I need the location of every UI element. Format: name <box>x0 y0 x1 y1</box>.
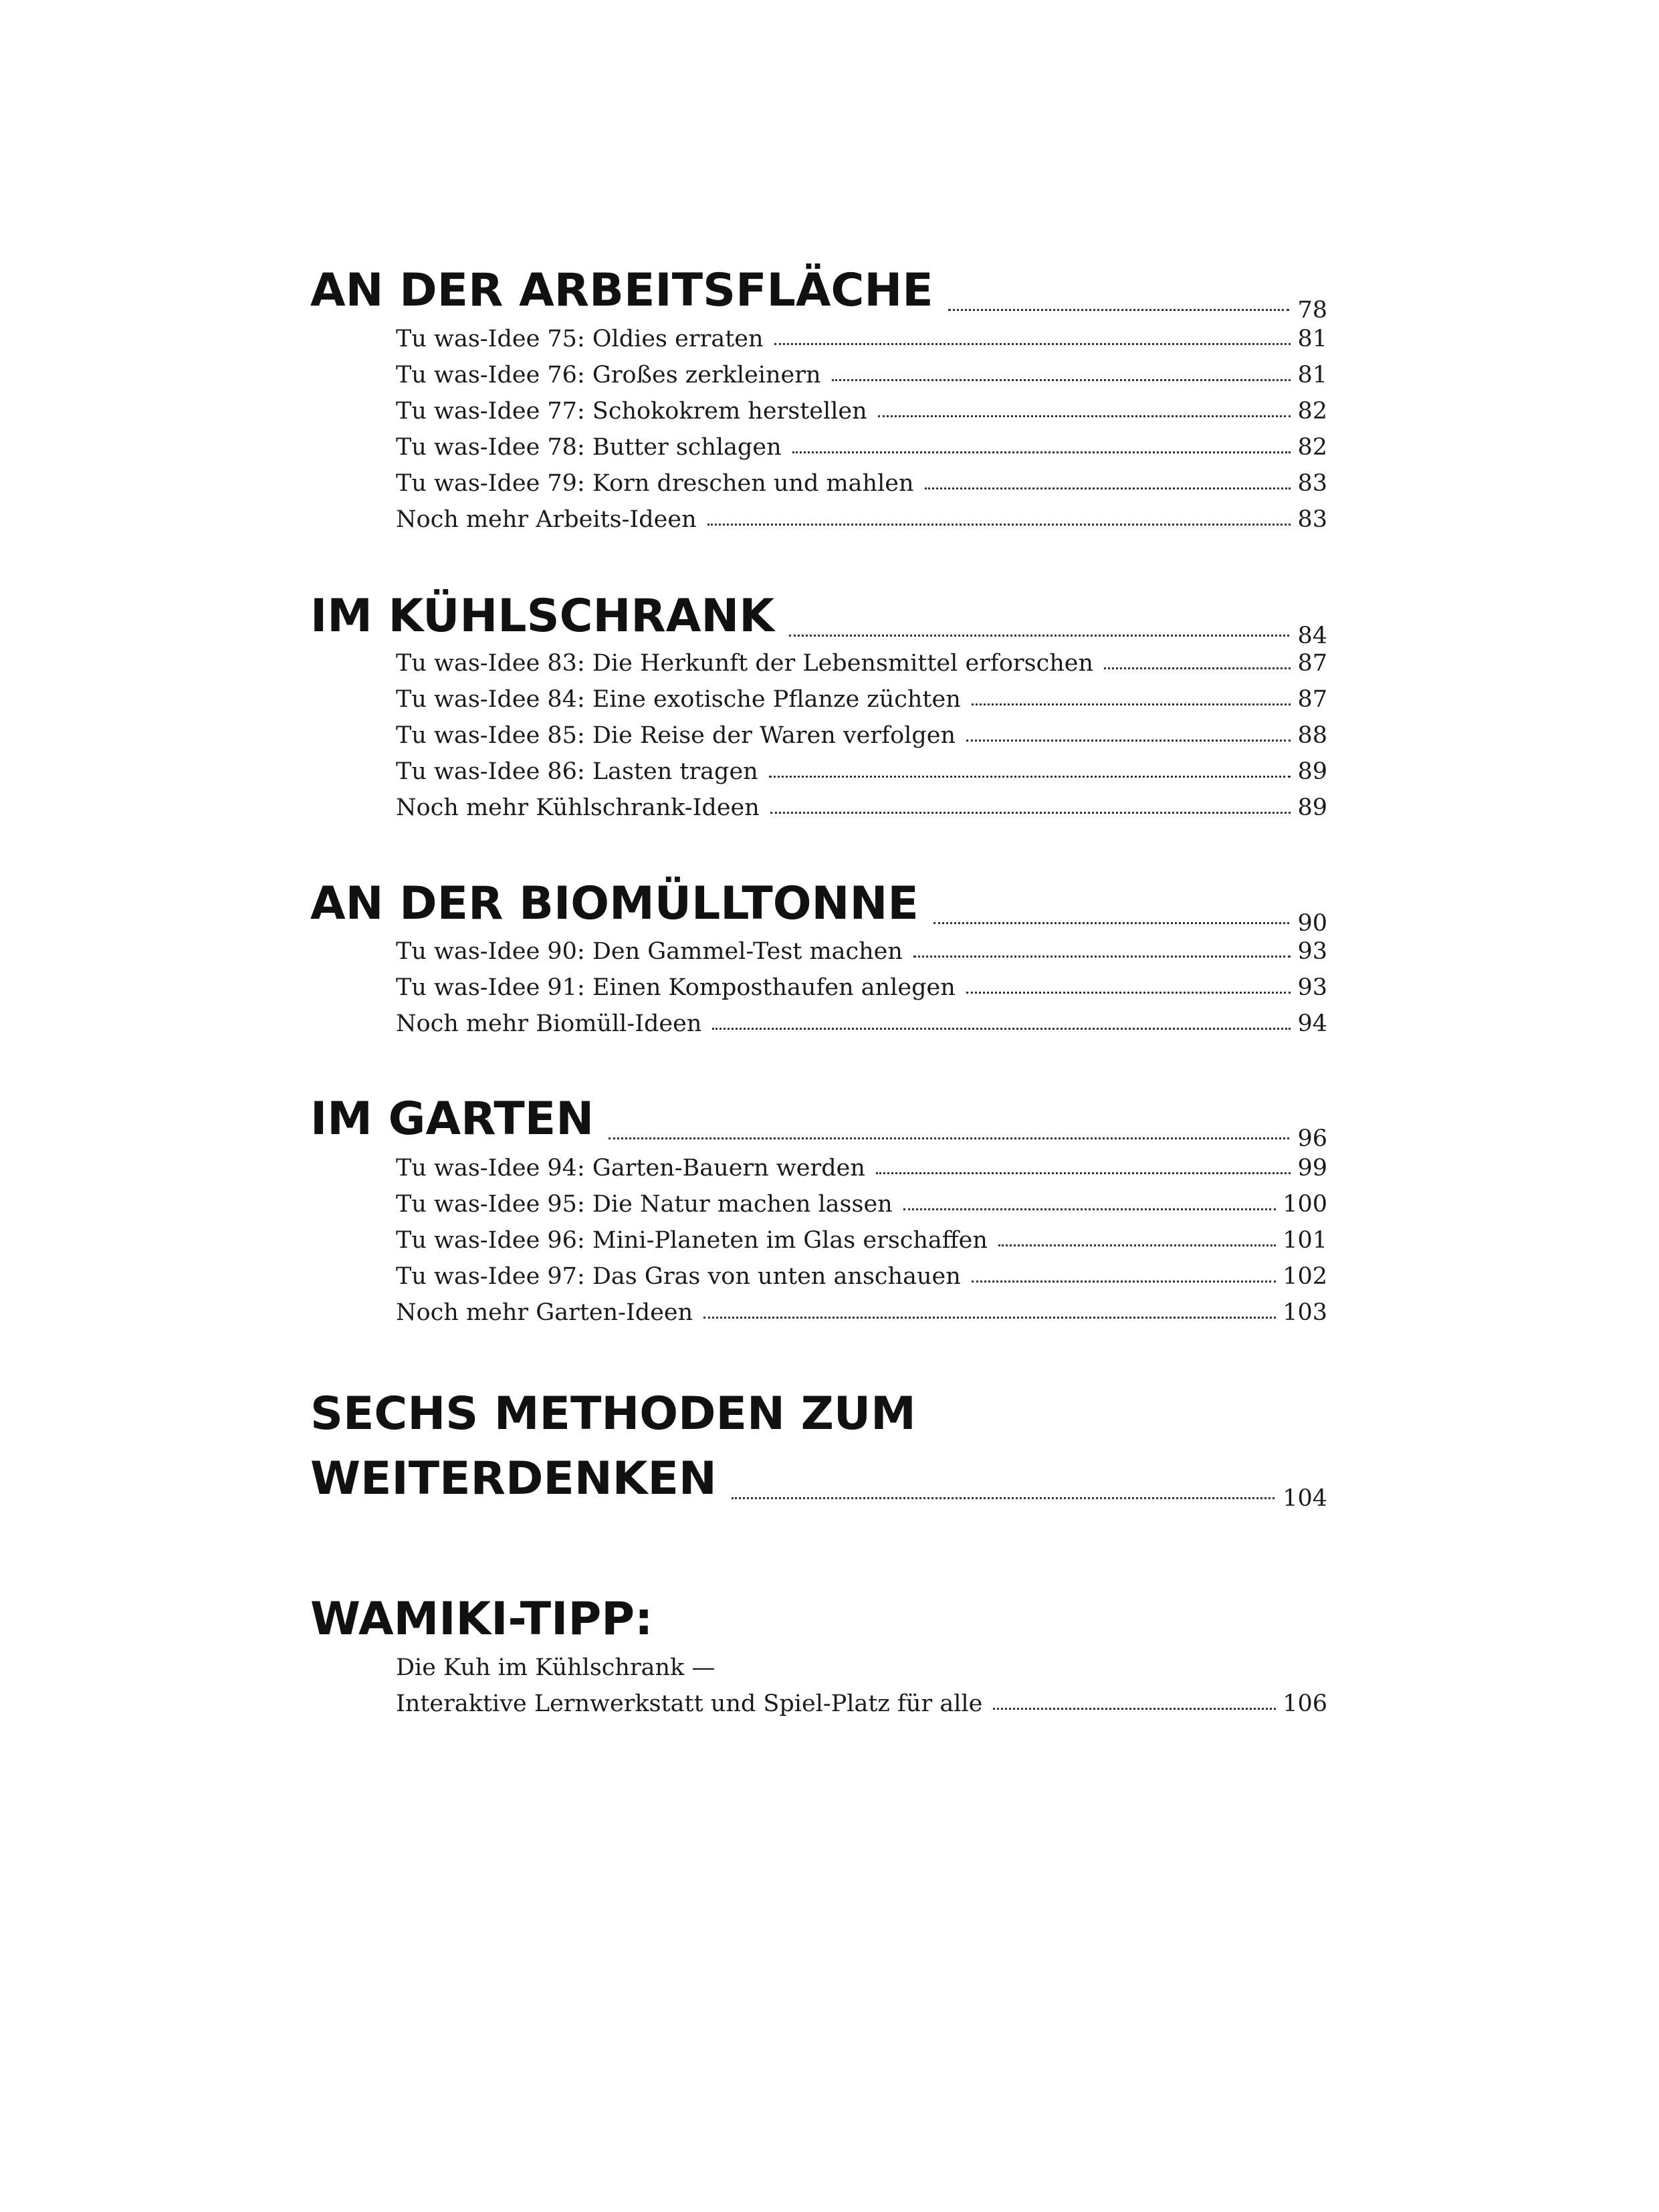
dot-leader <box>966 740 1291 742</box>
section-title: WEITERDENKEN <box>310 1452 717 1505</box>
dot-leader <box>998 1244 1276 1246</box>
tip-heading[interactable] <box>310 1593 653 1646</box>
dot-leader <box>792 451 1291 453</box>
page-number: 96 <box>1297 1125 1327 1152</box>
page-number: 101 <box>1283 1227 1327 1254</box>
dot-leader <box>876 1172 1291 1174</box>
entry-title: Noch mehr Biomüll-Ideen <box>396 1010 702 1037</box>
dot-leader <box>789 635 1289 637</box>
toc-entry[interactable] <box>396 722 1327 749</box>
page-number: 102 <box>1283 1263 1327 1290</box>
section-title: SECHS METHODEN ZUM <box>310 1388 916 1440</box>
dot-leader <box>966 992 1291 994</box>
page-number: 88 <box>1297 722 1327 749</box>
dot-leader <box>925 487 1291 489</box>
methods-heading[interactable] <box>310 1452 1327 1512</box>
entry-title: Tu was-Idee 90: Den Gammel-Test machen <box>396 938 903 965</box>
toc-entry[interactable] <box>396 398 1327 425</box>
toc-entry[interactable] <box>396 506 1327 533</box>
entry-title: Interaktive Lernwerkstatt und Spiel-Platz für alle <box>396 1690 983 1717</box>
page-number: 93 <box>1297 938 1327 965</box>
page-number: 104 <box>1283 1485 1327 1512</box>
dot-leader <box>770 812 1291 814</box>
methods-heading-line1[interactable] <box>310 1388 916 1440</box>
page-number: 81 <box>1297 326 1327 352</box>
section-heading[interactable] <box>310 877 1327 937</box>
entry-title: Tu was-Idee 83: Die Herkunft der Lebensmittel erforschen <box>396 650 1094 677</box>
toc-entry[interactable] <box>396 470 1327 497</box>
page-number: 89 <box>1297 758 1327 785</box>
entry-title: Noch mehr Garten-Ideen <box>396 1299 693 1326</box>
page-number: 82 <box>1297 398 1327 425</box>
entry-title: Tu was-Idee 84: Eine exotische Pflanze züchten <box>396 686 961 713</box>
page-number: 87 <box>1297 686 1327 713</box>
dot-leader <box>832 379 1291 381</box>
dot-leader <box>707 524 1291 526</box>
entry-title: Tu was-Idee 94: Garten-Bauern werden <box>396 1155 865 1182</box>
page-number: 82 <box>1297 434 1327 461</box>
entry-title: Noch mehr Arbeits-Ideen <box>396 506 697 533</box>
section-title: AN DER BIOMÜLLTONNE <box>310 877 919 930</box>
page-number: 78 <box>1297 297 1327 324</box>
dot-leader <box>1104 667 1291 669</box>
page-number: 89 <box>1297 794 1327 821</box>
section-title: IM GARTEN <box>310 1093 594 1145</box>
toc-entry[interactable] <box>396 1191 1327 1218</box>
dot-leader <box>933 922 1290 924</box>
entry-title: Noch mehr Kühlschrank-Ideen <box>396 794 760 821</box>
page-number: 103 <box>1283 1299 1327 1326</box>
section-title: IM KÜHLSCHRANK <box>310 590 774 643</box>
tip-entry-line1[interactable] <box>396 1654 715 1681</box>
page-number: 94 <box>1297 1010 1327 1037</box>
section-heading[interactable] <box>310 264 1327 324</box>
entry-title: Tu was-Idee 85: Die Reise der Waren verfolgen <box>396 722 956 749</box>
section-title: AN DER ARBEITSFLÄCHE <box>310 264 933 317</box>
section-heading[interactable] <box>310 590 1327 649</box>
dot-leader <box>732 1497 1275 1499</box>
dot-leader <box>774 343 1291 345</box>
entry-title: Tu was-Idee 78: Butter schlagen <box>396 434 782 461</box>
entry-title: Tu was-Idee 79: Korn dreschen und mahlen <box>396 470 914 497</box>
page-number: 106 <box>1283 1690 1327 1717</box>
page-number: 84 <box>1297 623 1327 649</box>
page-number: 83 <box>1297 470 1327 497</box>
dot-leader <box>913 956 1291 958</box>
toc-entry[interactable] <box>396 650 1327 677</box>
dot-leader <box>712 1028 1291 1030</box>
section-title: WAMIKI-TIPP: <box>310 1593 653 1646</box>
dot-leader <box>609 1137 1289 1139</box>
page-number: 87 <box>1297 650 1327 677</box>
entry-title: Tu was-Idee 91: Einen Komposthaufen anlegen <box>396 974 956 1001</box>
dot-leader <box>878 415 1291 417</box>
toc-entry[interactable] <box>396 1227 1327 1254</box>
entry-title: Tu was-Idee 86: Lasten tragen <box>396 758 758 785</box>
toc-entry[interactable] <box>396 326 1327 352</box>
toc-entry[interactable] <box>396 1299 1327 1326</box>
toc-entry[interactable] <box>396 1155 1327 1182</box>
dot-leader <box>903 1208 1276 1210</box>
page-number: 99 <box>1297 1155 1327 1182</box>
toc-entry[interactable] <box>396 938 1327 965</box>
page-number: 93 <box>1297 974 1327 1001</box>
page-number: 90 <box>1297 910 1327 937</box>
dot-leader <box>972 703 1291 705</box>
section-heading[interactable] <box>310 1093 1327 1152</box>
entry-title: Tu was-Idee 96: Mini-Planeten im Glas erschaffen <box>396 1227 988 1254</box>
tip-entry-line2[interactable] <box>396 1690 1327 1717</box>
toc-entry[interactable] <box>396 362 1327 389</box>
entry-title: Tu was-Idee 97: Das Gras von unten anschauen <box>396 1263 961 1290</box>
toc-entry[interactable] <box>396 974 1327 1001</box>
page-number: 100 <box>1283 1191 1327 1218</box>
entry-title: Tu was-Idee 76: Großes zerkleinern <box>396 362 821 389</box>
page-number: 83 <box>1297 506 1327 533</box>
toc-entry[interactable] <box>396 794 1327 821</box>
dot-leader <box>703 1317 1276 1319</box>
toc-entry[interactable] <box>396 758 1327 785</box>
toc-entry[interactable] <box>396 1010 1327 1037</box>
entry-title: Tu was-Idee 75: Oldies erraten <box>396 326 764 352</box>
entry-title: Die Kuh im Kühlschrank — <box>396 1654 715 1681</box>
dot-leader <box>769 776 1291 778</box>
toc-entry[interactable] <box>396 434 1327 461</box>
dot-leader <box>993 1708 1276 1710</box>
entry-title: Tu was-Idee 77: Schokokrem herstellen <box>396 398 867 425</box>
entry-title: Tu was-Idee 95: Die Natur machen lassen <box>396 1191 893 1218</box>
page-number: 81 <box>1297 362 1327 389</box>
dot-leader <box>948 309 1290 311</box>
toc-entry[interactable] <box>396 1263 1327 1290</box>
toc-entry[interactable] <box>396 686 1327 713</box>
dot-leader <box>972 1281 1276 1283</box>
